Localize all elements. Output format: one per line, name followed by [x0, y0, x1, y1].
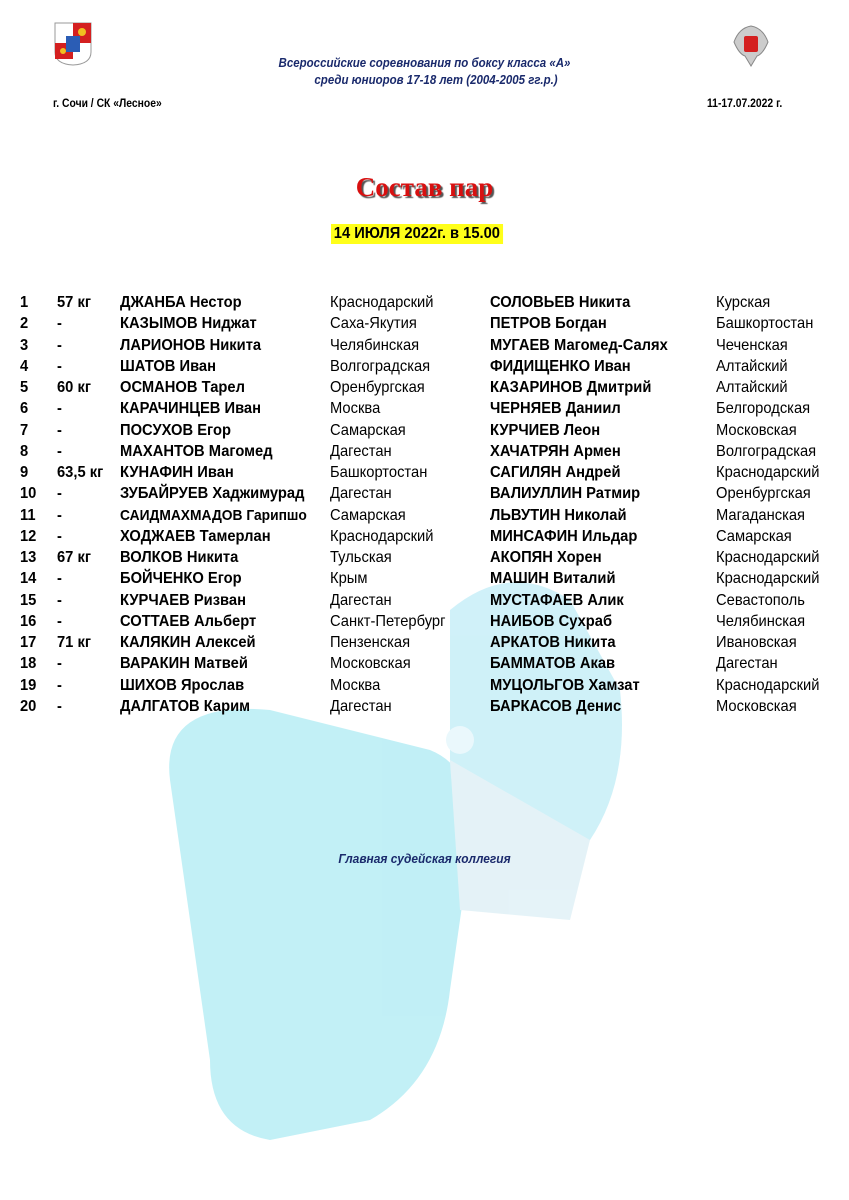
boxer-red: ШАТОВ Иван [120, 357, 216, 375]
region-blue: Краснодарский [716, 570, 820, 588]
boxer-red: ЗУБАЙРУЕВ Хаджимурад [120, 485, 305, 503]
boxer-red: ВОЛКОВ Никита [120, 549, 239, 566]
pair-row [0, 400, 849, 421]
boxer-red: БОЙЧЕНКО Егор [120, 570, 242, 588]
pair-row [0, 485, 849, 506]
region-blue: Краснодарский [716, 549, 820, 566]
boxer-red: ОСМАНОВ Тарел [120, 379, 245, 396]
bout-number: 4 [20, 357, 29, 375]
region-red: Самарская [330, 421, 406, 439]
bout-number: 19 [20, 676, 37, 694]
bout-number: 12 [20, 527, 37, 545]
boxer-red: САИДМАХМАДОВ Гарипшо [120, 506, 307, 524]
region-blue: Ивановская [716, 634, 797, 651]
pair-row [0, 379, 849, 400]
region-blue: Краснодарский [716, 464, 820, 481]
region-red: Краснодарский [330, 294, 434, 311]
weight-class: - [57, 400, 62, 418]
region-blue: Алтайский [716, 379, 788, 396]
session-date: 14 ИЮЛЯ 2022г. в 15.00 [331, 224, 503, 244]
boxer-blue: ХАЧАТРЯН Армен [490, 442, 621, 460]
weight-class: - [57, 357, 62, 375]
boxer-red: ДАЛГАТОВ Карим [120, 697, 251, 715]
boxer-blue: МУГАЕВ Магомед-Салях [490, 336, 668, 354]
region-blue: Алтайский [716, 357, 788, 375]
bout-number: 9 [20, 464, 29, 481]
bout-number: 11 [20, 506, 36, 524]
region-blue: Севастополь [716, 591, 805, 609]
pair-row [0, 358, 849, 379]
weight-class: - [57, 676, 62, 694]
region-blue: Московская [716, 421, 797, 439]
boxer-blue: АРКАТОВ Никита [490, 634, 616, 651]
bout-number: 8 [20, 442, 29, 460]
footer-signature: Главная судейская коллегия [338, 851, 511, 866]
boxer-blue: АКОПЯН Хорен [490, 549, 602, 566]
boxer-red: ПОСУХОВ Егор [120, 421, 231, 439]
boxer-red: ШИХОВ Ярослав [120, 676, 245, 694]
bout-number: 1 [20, 294, 29, 311]
pair-row [0, 337, 849, 358]
region-red: Дагестан [330, 485, 392, 503]
bout-number: 10 [20, 485, 37, 503]
weight-class: 60 кг [57, 379, 91, 396]
boxer-red: ХОДЖАЕВ Тамерлан [120, 527, 271, 545]
weight-class: - [57, 336, 62, 354]
bout-number: 2 [20, 315, 29, 333]
region-red: Самарская [330, 506, 406, 524]
weight-class: - [57, 485, 62, 503]
page-title: Состав пар [355, 172, 494, 202]
region-blue: Чеченская [716, 336, 788, 354]
boxer-blue: ВАЛИУЛЛИН Ратмир [490, 485, 641, 503]
bout-number: 6 [20, 400, 29, 418]
pair-row [0, 549, 849, 570]
bout-number: 20 [20, 697, 37, 715]
weight-class: 67 кг [57, 549, 91, 566]
weight-class: - [57, 506, 62, 524]
bout-number: 14 [20, 570, 37, 588]
region-red: Дагестан [330, 591, 392, 609]
boxer-red: ЛАРИОНОВ Никита [120, 336, 262, 354]
weight-class: - [57, 591, 62, 609]
boxer-red: ДЖАНБА Нестор [120, 294, 242, 311]
region-red: Дагестан [330, 442, 392, 460]
bout-number: 13 [20, 549, 37, 566]
boxer-blue: МАШИН Виталий [490, 570, 616, 588]
boxer-red: КАРАЧИНЦЕВ Иван [120, 400, 262, 418]
boxer-blue: БАРКАСОВ Денис [490, 697, 622, 715]
weight-class: 63,5 кг [57, 464, 104, 481]
region-red: Крым [330, 570, 368, 588]
boxer-red: СОТТАЕВ Альберт [120, 612, 257, 630]
region-red: Саха-Якутия [330, 315, 417, 333]
region-blue: Курская [716, 294, 771, 311]
boxer-blue: КАЗАРИНОВ Дмитрий [490, 379, 652, 396]
pair-row [0, 528, 849, 549]
region-red: Дагестан [330, 697, 392, 715]
boxer-blue: САГИЛЯН Андрей [490, 464, 621, 481]
weight-class: 57 кг [57, 294, 91, 311]
pair-row [0, 613, 849, 634]
region-red: Московская [330, 655, 411, 673]
pair-row [0, 592, 849, 613]
boxer-red: КУНАФИН Иван [120, 464, 234, 481]
pair-row [0, 698, 849, 719]
event-subtitle: среди юниоров 17-18 лет (2004-2005 гг.р.) [314, 73, 558, 87]
weight-class: - [57, 612, 62, 630]
region-red: Москва [330, 400, 381, 418]
region-red: Санкт-Петербург [330, 612, 446, 630]
region-red: Пензенская [330, 634, 411, 651]
boxer-blue: МИНСАФИН Ильдар [490, 527, 638, 545]
region-blue: Московская [716, 697, 797, 715]
boxer-blue: СОЛОВЬЕВ Никита [490, 294, 631, 311]
weight-class: - [57, 655, 62, 673]
pair-row [0, 507, 849, 528]
pair-row [0, 294, 849, 315]
pair-row [0, 315, 849, 336]
weight-class: - [57, 442, 62, 460]
boxer-red: ВАРАКИН Матвей [120, 655, 248, 673]
bout-number: 17 [20, 634, 37, 651]
boxer-blue: КУРЧИЕВ Леон [490, 421, 601, 439]
pair-row [0, 634, 849, 655]
region-blue: Башкортостан [716, 315, 814, 333]
region-blue: Самарская [716, 527, 792, 545]
region-red: Волгоградская [330, 357, 431, 375]
region-red: Башкортостан [330, 464, 428, 481]
weight-class: - [57, 527, 62, 545]
region-red: Тульская [330, 549, 392, 566]
bout-number: 16 [20, 612, 37, 630]
boxer-blue: НАИБОВ Сухраб [490, 612, 613, 630]
boxer-red: КАЛЯКИН Алексей [120, 634, 256, 651]
boxer-blue: БАММАТОВ Акав [490, 655, 616, 673]
region-blue: Челябинская [716, 612, 806, 630]
event-title: Всероссийские соревнования по боксу класса «А» [278, 56, 571, 70]
bout-number: 18 [20, 655, 37, 673]
boxer-blue: ФИДИЩЕНКО Иван [490, 357, 631, 375]
pair-row [0, 677, 849, 698]
pair-row [0, 443, 849, 464]
pair-row [0, 464, 849, 485]
bout-number: 7 [20, 421, 29, 439]
region-blue: Магаданская [716, 506, 806, 524]
region-blue: Дагестан [716, 655, 778, 673]
pair-row [0, 655, 849, 676]
bout-number: 15 [20, 591, 37, 609]
region-red: Оренбургская [330, 379, 425, 396]
region-blue: Волгоградская [716, 442, 817, 460]
region-blue: Белгородская [716, 400, 811, 418]
event-location: г. Сочи / СК «Лесное» [53, 98, 162, 110]
boxer-blue: ПЕТРОВ Богдан [490, 315, 607, 333]
region-red: Челябинская [330, 336, 420, 354]
boxer-blue: МУЦОЛЬГОВ Хамзат [490, 676, 640, 694]
bout-number: 3 [20, 336, 29, 354]
boxer-blue: МУСТАФАЕВ Алик [490, 591, 624, 609]
weight-class: - [57, 421, 62, 439]
boxer-blue: ЛЬВУТИН Николай [490, 506, 627, 524]
boxer-blue: ЧЕРНЯЕВ Даниил [490, 400, 621, 418]
weight-class: - [57, 570, 62, 588]
weight-class: - [57, 697, 62, 715]
region-red: Краснодарский [330, 527, 434, 545]
boxer-red: КАЗЫМОВ Ниджат [120, 315, 257, 333]
region-red: Москва [330, 676, 381, 694]
pair-row [0, 422, 849, 443]
pair-row [0, 570, 849, 591]
weight-class: 71 кг [57, 634, 91, 651]
weight-class: - [57, 315, 62, 333]
boxer-red: КУРЧАЕВ Ризван [120, 591, 246, 609]
boxer-red: МАХАНТОВ Магомед [120, 442, 273, 460]
region-blue: Оренбургская [716, 485, 811, 503]
bout-number: 5 [20, 379, 29, 396]
region-blue: Краснодарский [716, 676, 820, 694]
event-dates: 11-17.07.2022 г. [707, 98, 783, 110]
